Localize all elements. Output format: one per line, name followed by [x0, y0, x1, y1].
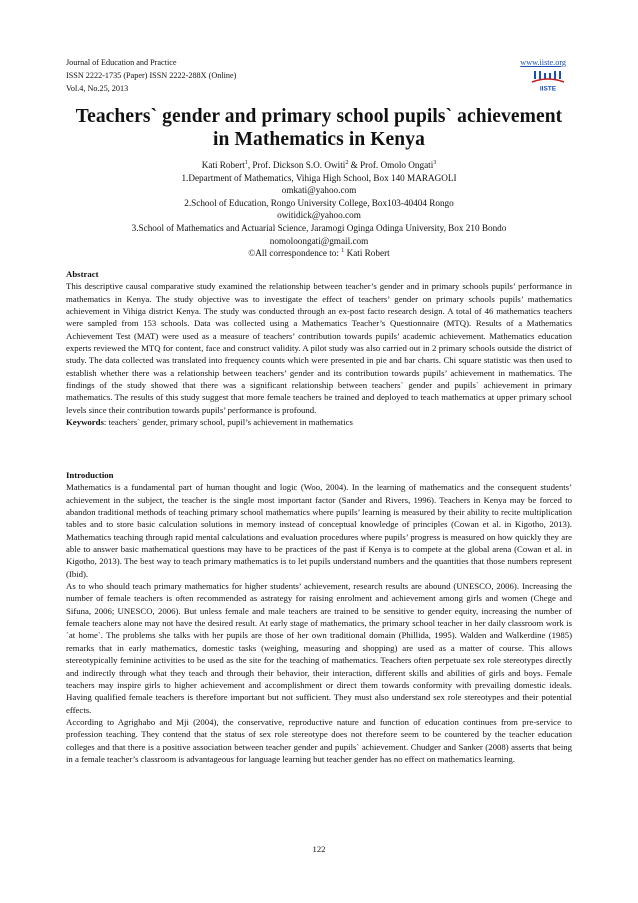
email-2: owitidick@yahoo.com	[277, 210, 361, 221]
iiste-logo-icon	[528, 70, 568, 92]
affiliation-3: 3.School of Mathematics and Actuarial Science, Jaramogi Oginga Odinga University, Box 210 Bondo	[131, 222, 507, 233]
correspondence-sup: 1	[341, 248, 345, 255]
journal-url-link[interactable]: www.iiste.org	[520, 58, 566, 67]
author-1-sup: 1	[244, 159, 248, 166]
introduction-heading: Introduction	[66, 470, 114, 480]
abstract-heading: Abstract	[66, 269, 99, 279]
correspondence	[66, 247, 572, 260]
author-2: , Prof. Dickson S.O. Owiti	[247, 160, 346, 170]
keywords-text: : teachers` gender, primary school, pupil’s achievement in mathematics	[103, 417, 353, 428]
svg-text:IISTE: IISTE	[539, 85, 557, 92]
author-3-sup: 3	[433, 159, 437, 166]
introduction-paragraph-3: According to Agrighabo and Mji (2004), the conservative, reproductive nature and function of education continues from pre-service to profession teaching. They contend that the status of sex role stereotype does not therefore seem to be countered by the teacher education colleges and that there is a positive association between teacher gender and pupils` achievement. Chudger and Sanker (2008) asserts that being in a female teacher’s classroom is advantageous for language learning but teacher gender has no effect on mathematics learning.	[66, 716, 572, 764]
abstract-section	[66, 268, 572, 428]
page-number: 122	[312, 844, 326, 854]
author-3: & Prof. Omolo Ongati	[348, 160, 434, 170]
email-1: omkati@yahoo.com	[281, 185, 357, 196]
introduction-section	[66, 469, 572, 765]
journal-volume: Vol.4, No.25, 2013	[66, 84, 129, 94]
abstract-text: This descriptive causal comparative study examined the relationship between teacher’s gender and in primary schools pupils’ performance in mathematics in Kenya. The study objective was to investigate the effect of teachers’ gender on primary schools pupils’ mathematics achievement in Vihiga district Kenya. The study was conducted through an ex-post facto research design. A total of 46 mathematics teachers were sampled from 153 schools. Data was collected using a Mathematics Teacher’s Questionnaire (MTQ). Results of a Mathematics Achievement Test (MAT) were used as a measure of teachers’ contribution towards pupils’ academic achievement. Mathematics education experts reviewed the MTQ for content, face and construct validity. A pilot study was also carried out in 2 primary schools outside the district of study. The data collected was translated into frequency counts which were presented in pie and bar charts. Chi square statistic was then used to establish whether there was a relationship between teachers’ gender and its contribution towards pupils’ achievement in mathematics. The findings of the study showed that there was a significant relationship between teachers` gender and pupils` achievement in primary mathematics. The results of this study suggest that more female teachers be trained and deployed to teach mathematics at upper primary school levels since their contribution towards pupils’ performance is profound.	[66, 281, 572, 415]
author-names	[66, 159, 572, 172]
introduction-paragraph-2: As to who should teach primary mathematics for higher students’ achievement, research results are abound (UNESCO, 2006). Increasing the number of female teachers is often recommended as astrategy for raising enrolment and achievement among girls and women (Chege and Sifuna, 2006; UNESCO, 2006). But unless female and male teachers are trained to be sensitive to gender equity, increasing the number of female teachers alone may not have the desired result. At early stage of mathematics, the primary school teacher in her daily classroom work is `at home`. The problems she talks with her pupils are those of her own traditional domain (Phillida, 1995). Walden and Walkerdine (1985) remarks that in early mathematics, domestic tasks (weighing, measuring and shopping) are used as a matter of course. This allows stereotypically feminine activities to be used as the site for the teaching of mathematics. Teachers often perpetuate sex role stereotypes directly and indirectly through what they teach and through their behavior, their interaction, different skills and abilities of girls and boys. Female teachers may inspire girls to higher achievement and accomplishment or direct them towards conformity with prevailing domestic ideals. Having qualified female teachers is therefore important but not sufficient. They must also understand sex role stereotypes and their potential effects.	[66, 581, 572, 715]
journal-header	[66, 56, 566, 96]
author-2-sup: 2	[345, 159, 349, 166]
affiliation-1: 1.Department of Mathematics, Vihiga High School, Box 140 MARAGOLI	[181, 172, 457, 183]
keywords-line	[66, 416, 572, 428]
author-1: Kati Robert	[201, 160, 245, 170]
journal-issn: ISSN 2222-1735 (Paper) ISSN 2222-288X (Online)	[66, 71, 237, 81]
correspondence-name: Kati Robert	[344, 248, 390, 259]
affiliation-2: 2.School of Education, Rongo University College, Box103-40404 Rongo	[184, 197, 454, 208]
introduction-paragraph-1: Mathematics is a fundamental part of human thought and logic (Woo, 2004). In the learning of mathematics and the consequent students’ achievement in the subject, the teacher is the single most important factor (Sander and Rivers, 1996). Teachers in Kenya may be forced to abandon traditional methods of teaching primary school mathematics where pupils’ learning is measured by their ability to recite multiplication tables and to store basic calculation solutions in memory instead of conceptual knowledge of principles (Cowan et al. in Kigotho, 2013). Mathematics teaching through rapid mental calculations and evaluation procedures where pupils’ progress is measured on how quickly they are able to answer basic mathematical questions may have to be practices of the past if Kenya is to compete at the global arena (Cowan et al. in Kigotho, 2013). The best way to teach primary mathematics is to let pupils understand numbers and the quantities that those numbers represent (Ibid).	[66, 482, 572, 579]
correspondence-label: ©All correspondence to:	[248, 248, 339, 259]
journal-name: Journal of Education and Practice	[66, 58, 177, 67]
author-block	[66, 159, 572, 260]
paper-title: Teachers` gender and primary school pupils` achievement in Mathematics in Kenya	[75, 106, 563, 150]
keywords-label: Keywords	[66, 417, 104, 428]
email-3: nomoloongati@gmail.com	[269, 235, 369, 246]
